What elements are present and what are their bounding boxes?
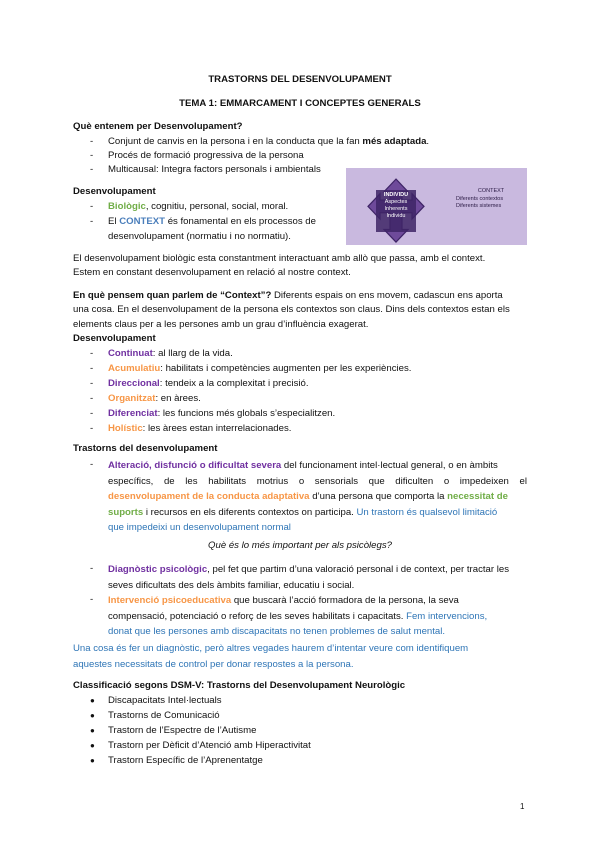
- key-term: Diagnòstic psicològic: [108, 564, 208, 575]
- paragraph-text: que buscarà l’acció formadora de la persona, la seva: [231, 595, 459, 606]
- item-text: : al llarg de la vida.: [152, 348, 233, 359]
- dash-marker: -: [90, 563, 94, 574]
- bullet-marker: ●: [90, 696, 95, 705]
- paragraph-line: Una cosa és fer un diagnòstic, però altres vegades haurem d’intentar veure com identifiquem: [73, 643, 469, 654]
- context-label: [456, 188, 526, 211]
- dash-marker: -: [90, 348, 94, 359]
- page-number: 1: [520, 802, 525, 811]
- paragraph-line: [73, 289, 527, 303]
- key-term: Holístic: [108, 423, 143, 434]
- item-bold-text: més adaptada: [362, 136, 427, 147]
- list-item: Trastorn Específic de l’Aprenentatge: [108, 755, 263, 766]
- paragraph-text: , pel fet que partim d’una valoració personal i de context, per tractar les: [207, 564, 509, 575]
- list-item: [108, 348, 233, 359]
- context-sub: Diferents contextos: [456, 195, 504, 202]
- context-sub: Diferents sistemes: [456, 203, 502, 209]
- paragraph-text: d’una persona que comporta la: [309, 491, 448, 502]
- item-text: , cognitiu, personal, social, moral.: [145, 201, 289, 212]
- diagnostic-item: [108, 562, 527, 593]
- paragraph-text: i recursos en els diferents contextos on participa.: [143, 506, 357, 518]
- section-heading: Desenvolupament: [73, 333, 156, 344]
- key-term: Direccional: [108, 378, 160, 389]
- item-text: : les funcions més globals s’especialitzen.: [157, 408, 336, 419]
- paragraph-line: específics, de les habilitats motrius o sensorials que dificulten o impedeixen el: [108, 475, 527, 487]
- list-item: [108, 393, 201, 404]
- item-text: : tendeix a la complexitat i precisió.: [159, 378, 309, 389]
- list-item-continuation: desenvolupament (normatiu i no normatiu).: [108, 231, 291, 242]
- key-term: Biològic: [108, 201, 146, 212]
- key-term: CONTEXT: [119, 216, 166, 227]
- item-text: : habilitats i competències augmenten per les experiències.: [160, 363, 412, 374]
- item-text: Conjunt de canvis en la persona i en la conducta que la fan: [108, 136, 363, 147]
- item-text: .: [426, 136, 430, 147]
- paragraph-line: [108, 505, 527, 521]
- bold-question: En què pensem quan parlem de “Context”?: [73, 290, 272, 301]
- dash-marker: -: [90, 164, 94, 175]
- key-term: suports: [108, 506, 144, 518]
- key-term: necessitat de: [447, 491, 508, 502]
- highlight-text: Un trastorn és qualsevol limitació: [356, 506, 498, 518]
- paragraph-line: aquestes necessitats de control per donar respostes a la persona.: [73, 659, 354, 670]
- paragraph-line: Estem en constant desenvolupament en relació al nostre context.: [73, 267, 351, 279]
- section-heading: Desenvolupament: [73, 186, 156, 197]
- dash-marker: -: [90, 408, 94, 419]
- individu-sub: Individu: [386, 213, 406, 219]
- highlight-text: donat que les persones amb discapacitats no tenen problemes de salut mental.: [108, 626, 446, 637]
- individu-sub: Inherents: [384, 206, 408, 212]
- dash-marker: -: [90, 216, 94, 227]
- paragraph-line: [108, 458, 527, 474]
- highlight-text: que impedeixi un desenvolupament normal: [108, 522, 291, 533]
- bullet-marker: ●: [90, 741, 95, 750]
- list-item: [108, 363, 411, 374]
- dash-marker: -: [90, 594, 94, 605]
- item-text: El: [108, 216, 120, 227]
- item-text: : les àrees estan interrelacionades.: [142, 423, 292, 434]
- list-item: Discapacitats Intel·lectuals: [108, 695, 222, 706]
- list-item: Trastorn per Dèficit d’Atenció amb Hiperactivitat: [108, 740, 311, 751]
- paragraph-line: [108, 562, 527, 578]
- bullet-marker: ●: [90, 726, 95, 735]
- dash-marker: -: [90, 423, 94, 434]
- bullet-marker: ●: [90, 756, 95, 765]
- individu-title: INDIVIDU: [383, 192, 409, 198]
- context-title: CONTEXT: [477, 188, 505, 194]
- individu-label: [376, 192, 416, 220]
- paragraph: [73, 252, 527, 281]
- individu-context-diagram: [346, 168, 527, 245]
- individu-sub: Aspectes: [384, 199, 408, 205]
- list-item: [108, 216, 336, 227]
- key-term: desenvolupament de la conducta adaptativa: [108, 491, 310, 502]
- key-term: Intervenció psicoeducativa: [108, 595, 232, 606]
- list-item: [108, 423, 291, 434]
- document-subtitle: TEMA 1: EMMARCAMENT I CONCEPTES GENERALS: [179, 98, 421, 109]
- key-term: Organitzat: [108, 393, 156, 404]
- key-term: Alteració, disfunció o dificultat severa: [108, 460, 282, 471]
- paragraph: [73, 289, 527, 332]
- list-item: Procés de formació progressiva de la persona: [108, 150, 304, 161]
- list-item: [108, 136, 429, 147]
- paragraph-line: [108, 489, 527, 505]
- section-heading: Què entenem per Desenvolupament?: [73, 121, 243, 132]
- dash-marker: -: [90, 150, 94, 161]
- highlight-text: Fem intervencions,: [406, 610, 488, 622]
- paragraph-text: compensació, potenciació o reforç de les seves habilitats i capacitats.: [108, 610, 407, 622]
- section-heading: Classificació segons DSM-V: Trastorns del Desenvolupament Neurològic: [73, 680, 406, 691]
- dash-marker: -: [90, 459, 94, 470]
- dash-marker: -: [90, 378, 94, 389]
- dash-marker: -: [90, 393, 94, 404]
- key-term: Continuat: [108, 348, 153, 359]
- paragraph-line: elements claus per a les persones amb un grau d’influència exagerat.: [73, 318, 369, 330]
- item-text: és fonamental en els processos de: [165, 216, 316, 227]
- dash-marker: -: [90, 136, 94, 147]
- paragraph-line: seves dificultats des dels àmbits familiar, educatiu i social.: [108, 579, 355, 591]
- list-item: Multicausal: Integra factors personals i ambientals: [108, 164, 321, 175]
- paragraph-line: [108, 593, 527, 609]
- dash-marker: -: [90, 201, 94, 212]
- dash-marker: -: [90, 363, 94, 374]
- paragraph-text: Diferents espais on ens movem, cadascun ens aporta: [271, 290, 503, 301]
- list-item: [108, 201, 288, 212]
- paragraph-line: [108, 609, 527, 625]
- intervencio-item: [108, 593, 527, 640]
- key-term: Diferenciat: [108, 408, 158, 419]
- list-item: Trastorn de l’Espectre de l’Autisme: [108, 725, 257, 736]
- list-item: [108, 378, 309, 389]
- blue-paragraph: [73, 641, 527, 673]
- list-item: [108, 408, 335, 419]
- item-text: : en àrees.: [155, 393, 201, 404]
- paragraph-text: del funcionament intel·lectual general, o en àmbits: [281, 460, 498, 471]
- bullet-marker: ●: [90, 711, 95, 720]
- key-term: Acumulatiu: [108, 363, 161, 374]
- list-item: Trastorns de Comunicació: [108, 710, 220, 721]
- paragraph-line: una cosa. En el desenvolupament de la persona els contextos son claus. Dins dels contextos estan els: [73, 304, 510, 316]
- paragraph-line: El desenvolupament biològic esta constantment interactuant amb allò que passa, amb el context.: [73, 253, 486, 264]
- section-heading: Trastorns del desenvolupament: [73, 443, 218, 454]
- trastorns-definition: [108, 458, 527, 536]
- document-title: TRASTORNS DEL DESENVOLUPAMENT: [208, 74, 392, 85]
- centered-question: Què és lo més important per als psicòlegs?: [208, 540, 392, 551]
